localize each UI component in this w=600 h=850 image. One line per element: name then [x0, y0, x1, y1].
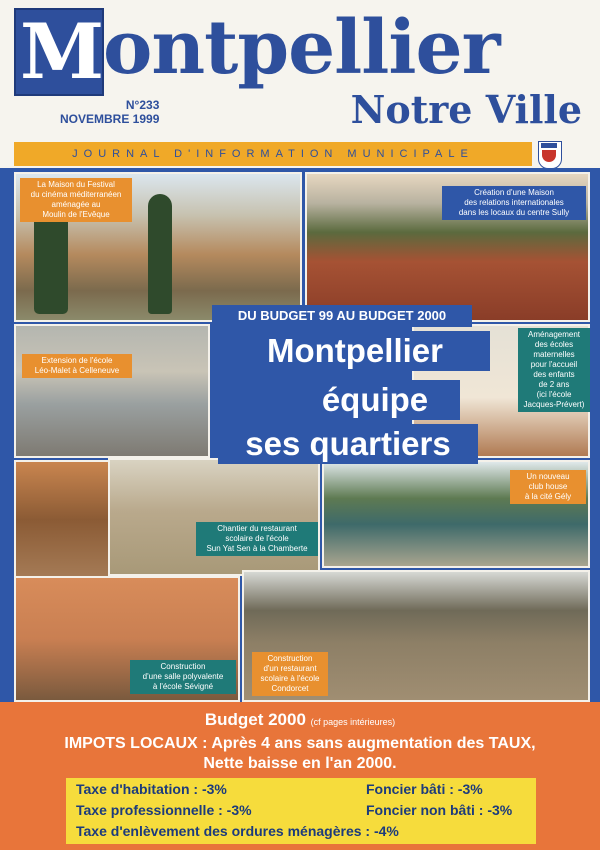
- caption-line: à l'école Sévigné: [152, 682, 214, 691]
- caption-ecole-leo: [22, 354, 132, 378]
- caption-chantier: [196, 522, 318, 556]
- caption-maternelles: [518, 328, 590, 412]
- tax-foncier-bati: Foncier bâti : -3%: [366, 781, 483, 797]
- caption-line: à la cité Gély: [524, 492, 572, 501]
- caption-festival: [20, 178, 132, 222]
- caption-line: d'une salle polyvalente: [142, 672, 224, 681]
- impots-line-1: IMPOTS LOCAUX : Après 4 ans sans augmentation des TAUX,: [64, 735, 536, 752]
- caption-line: pour l'accueil: [530, 360, 578, 369]
- caption-line: (ici l'école: [536, 390, 572, 399]
- caption-line: Chantier du restaurant: [217, 524, 297, 533]
- headline-kicker: DU BUDGET 99 AU BUDGET 2000: [212, 305, 472, 327]
- caption-line: Création d'une Maison: [474, 188, 554, 197]
- caption-line: aménagée au: [51, 200, 101, 209]
- caption-line: scolaire à l'école: [260, 674, 320, 683]
- caption-club-house: [510, 470, 586, 504]
- caption-line: Extension de l'école: [41, 356, 113, 365]
- issue-number: N°233: [125, 98, 160, 112]
- caption-line: Condorcet: [271, 684, 309, 693]
- budget-box: [0, 702, 600, 850]
- caption-line: La Maison du Festival: [37, 180, 115, 189]
- tax-foncier-non-bati: Foncier non bâti : -3%: [366, 802, 513, 818]
- headline-line-1: Montpellier: [220, 331, 490, 371]
- photo-mosaic: [0, 168, 600, 702]
- caption-line: des écoles: [534, 340, 574, 349]
- issue-info: [60, 98, 159, 126]
- masthead: [0, 0, 600, 170]
- budget-title: [0, 710, 600, 732]
- caption-line: dans les locaux du centre Sully: [458, 208, 570, 217]
- caption-line: Jacques-Prévert): [523, 400, 585, 409]
- caption-line: Construction: [267, 654, 313, 663]
- caption-salle-polyvalente: [130, 660, 236, 694]
- tax-rates-box: [66, 778, 536, 844]
- caption-line: Moulin de l'Evêque: [42, 210, 110, 219]
- journal-bar: JOURNAL D'INFORMATION MUNICIPALE: [14, 142, 532, 166]
- tax-habitation: Taxe d'habitation : -3%: [76, 781, 227, 797]
- caption-line: club house: [528, 482, 568, 491]
- caption-line: de 2 ans: [538, 380, 570, 389]
- caption-line: d'un restaurant: [263, 664, 317, 673]
- caption-line: Sun Yat Sen à la Chamberte: [206, 544, 308, 553]
- tax-ordures: Taxe d'enlèvement des ordures ménagères : -4%: [76, 823, 399, 839]
- caption-line: des relations internationales: [464, 198, 564, 207]
- caption-line: Léo-Malet à Celleneuve: [34, 366, 120, 375]
- caption-line: des enfants: [533, 370, 575, 379]
- tax-professionnelle: Taxe professionnelle : -3%: [76, 802, 252, 818]
- headline-line-2: équipe: [290, 380, 460, 420]
- caption-line: Un nouveau: [526, 472, 570, 481]
- impots-line-2: Nette baisse en l'an 2000.: [203, 755, 397, 772]
- caption-relations: [442, 186, 586, 220]
- logo-letter: M: [20, 7, 105, 96]
- issue-date: NOVEMBRE 1999: [60, 112, 160, 126]
- city-crest-icon: [538, 141, 562, 169]
- title-montpellier: ontpellier: [103, 5, 500, 91]
- caption-restaurant-condorcet: [252, 652, 328, 696]
- title-notre-ville: Notre Ville: [350, 87, 582, 132]
- caption-line: du cinéma méditerranéen: [30, 190, 122, 199]
- caption-line: Construction: [160, 662, 206, 671]
- caption-line: scolaire de l'école: [225, 534, 289, 543]
- caption-line: Aménagement: [527, 330, 581, 339]
- photo-chantier-sun-yat-sen: [108, 458, 320, 576]
- logo-m-box: [14, 8, 104, 96]
- headline-line-3: ses quartiers: [218, 424, 478, 464]
- caption-line: maternelles: [533, 350, 575, 359]
- budget-title-text: Budget 2000: [204, 710, 306, 729]
- photo-ecole-leo-malet: [14, 324, 210, 458]
- photo-construction-left: [14, 460, 110, 580]
- impots-text: [0, 734, 600, 774]
- budget-title-note: (cf pages intérieures): [310, 717, 396, 727]
